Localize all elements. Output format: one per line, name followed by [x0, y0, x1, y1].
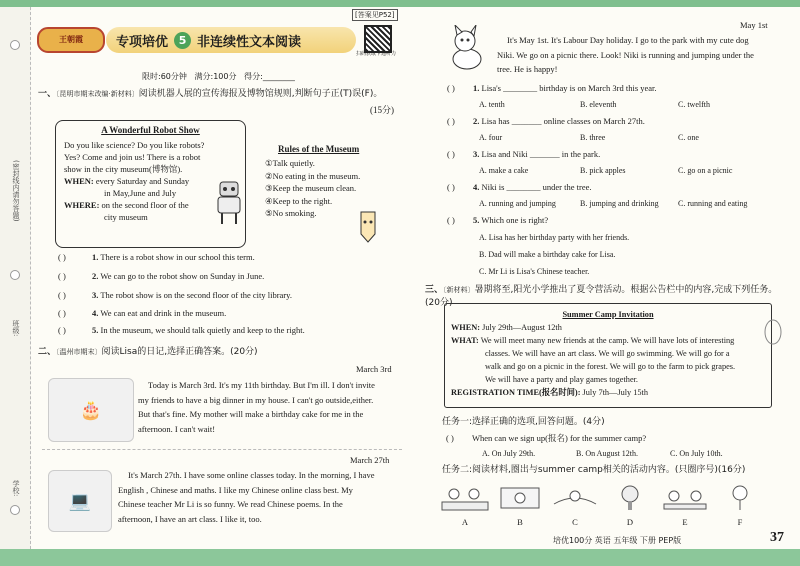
brand-logo: 王朝霞 [37, 27, 105, 53]
binding-hole-icon [10, 270, 20, 280]
part1-heading: 一、〔昆明市期末改编·新材料〕阅读机器人展的宣传海报及博物馆规则,判断句子正(T)误(F)。 [38, 89, 383, 99]
mc-question: ( ) 3. Lisa and Niki _______ in the park. [447, 149, 601, 159]
activity-label: B [517, 517, 523, 527]
answer-blank[interactable]: ( ) [447, 215, 455, 225]
option[interactable]: C. twelfth [678, 100, 710, 109]
page-number: 37 [770, 530, 784, 545]
activity-label: A [461, 517, 469, 527]
poster-title: A Wonderful Robot Show [101, 125, 200, 135]
answer-blank[interactable]: ( ) [58, 325, 66, 335]
answer-blank[interactable]: ( ) [447, 182, 455, 192]
activity-label: F [737, 517, 743, 527]
exam-meta [142, 71, 295, 82]
rules-list [265, 157, 360, 220]
answer-blank[interactable]: ( ) [447, 83, 455, 93]
task1-question: ( ) When can we sign up(报名) for the summer camp? [446, 433, 647, 443]
activity-b-icon[interactable] [495, 484, 545, 512]
mc-question: ( ) 4. Niki is ________ under the tree. [447, 182, 592, 192]
option[interactable]: C. go on a picnic [678, 166, 733, 175]
mc-question: ( ) 2. Lisa has _______ online classes on March 27th. [447, 116, 645, 126]
footer-info: 培优100分 英语 五年级 下册 PEP版 [553, 536, 682, 545]
answer-blank[interactable]: ( ) [58, 252, 66, 262]
task2-heading: 任务二:阅读材料,圈出与summer camp相关的活动内容。(只圈序号)(16分) [442, 465, 746, 475]
diary-date-2: March 27th [350, 455, 390, 465]
option[interactable]: C. one [678, 133, 699, 142]
section-number-badge: 5 [174, 32, 191, 49]
option[interactable]: C. Mr Li is Lisa's Chinese teacher. [479, 267, 590, 276]
rule-item: ②No eating in the museum. [265, 170, 361, 181]
poster-line: Do you like science? Do you like robots? [64, 140, 205, 150]
notice-what-line: We will have a party and play games together. [485, 375, 639, 384]
activity-d-icon[interactable] [605, 484, 655, 512]
option[interactable]: B. jumping and drinking [580, 199, 659, 208]
option[interactable]: C. running and eating [678, 199, 748, 208]
activity-label: E [682, 517, 688, 527]
bottom-color-band [0, 549, 800, 566]
rule-item: ①Talk quietly. [265, 158, 315, 168]
part2-heading: 二、〔温州市期末〕阅读Lisa的日记,选择正确答案。(20分) [38, 347, 258, 357]
birthday-illustration-icon: 🎂 [48, 378, 134, 442]
rule-item: ⑤No smoking. [265, 208, 317, 219]
part1-score: (15分) [370, 105, 394, 115]
option[interactable]: B. three [580, 133, 606, 142]
answer-blank[interactable]: ( ) [447, 116, 455, 126]
answer-blank[interactable]: ( ) [446, 433, 454, 443]
rule-item: ④Keep to the right. [265, 195, 333, 206]
binding-hole-icon [10, 40, 20, 50]
option[interactable]: A. On July 29th. [482, 449, 536, 458]
qr-caption: 扫码获取卡通听力 [356, 51, 397, 57]
answer-blank[interactable]: ( ) [58, 308, 66, 318]
poster-where: WHERE: on the second floor of the [64, 200, 189, 210]
option[interactable]: A. make a cake [479, 166, 529, 175]
poster-when: WHEN: every Saturday and Sunday [64, 176, 190, 186]
task1-heading: 任务一:选择正确的选项,回答问题。(4分) [442, 417, 605, 427]
full-score: 满分:100分 [194, 72, 237, 81]
activity-a-icon[interactable] [440, 484, 490, 512]
dog-niki-icon [445, 25, 489, 73]
poster-where-2: city museum [104, 212, 148, 222]
activity-e-icon[interactable] [660, 484, 710, 512]
option[interactable]: B. eleventh [580, 100, 617, 109]
rule-item: ③Keep the museum clean. [265, 183, 357, 194]
tf-question: ( ) 1. There is a robot show in our school this term. [58, 252, 255, 262]
poster-line: Yes? Come and join us! There is a robot [64, 152, 201, 162]
divider [42, 449, 402, 450]
answer-reference: [答案见P52] [352, 9, 398, 21]
online-class-illustration-icon: 💻 [48, 470, 112, 532]
diary-entry-1: Today is March 3rd. It's my 11th birthday. But I'm ill. I don't invite my friends to have a big dinner in my house. I can't go outside,either. But that's fine. My mother will make a birthday cake for me in the afternoon. I can't wait! [138, 380, 375, 434]
answer-blank[interactable]: ( ) [58, 271, 66, 281]
page-title: 非连续性文本阅读 [197, 34, 302, 50]
poster-line: show in the city museum(博物馆). [64, 164, 183, 174]
qr-code-icon[interactable] [364, 25, 392, 53]
activity-label: C [572, 517, 578, 527]
notice-what: WHAT: We will meet many new friends at the camp. We will have lots of interesting [451, 336, 735, 345]
notice-when: WHEN: July 29th—August 12th [451, 323, 562, 332]
diary-entry-2: It's March 27th. I have some online classes today. In the morning, I have English , Chinese and maths. I like my Chinese online class best. My Chinese teacher Mr Li is so funny. We read Chinese poems. In the afternoon, I have an art class. I like it, too. [118, 470, 375, 524]
tf-question: ( ) 3. The robot show is on the second floor of the city library. [58, 290, 292, 300]
diary-entry-3: It's May 1st. It's Labour Day holiday. I go to the park with my cute dog Niki. We go on a picnic there. Look! Niki is running and jumping under the tree. He is happy! [497, 35, 754, 74]
answer-blank[interactable]: ( ) [58, 290, 66, 300]
mc-question: ( ) 1. Lisa's ________ birthday is on March 3rd this year. [447, 83, 657, 93]
leaf-decoration-icon [762, 318, 784, 358]
poster-when-2: in May,June and July [104, 188, 177, 198]
tf-question: ( ) 4. We can eat and drink in the museum. [58, 308, 227, 318]
time-limit: 限时:60分钟 [142, 72, 187, 81]
option[interactable]: B. On August 12th. [576, 449, 639, 458]
option[interactable]: C. On July 10th. [670, 449, 723, 458]
part3-heading: 三、〔新材料〕暑期将至,阳光小学推出了夏令营活动。根据公告栏中的内容,完成下列任务。(20分) [425, 285, 778, 308]
option[interactable]: A. tenth [479, 100, 505, 109]
tf-question: ( ) 5. In the museum, we should talk quietly and keep to the right. [58, 325, 305, 335]
option[interactable]: A. four [479, 133, 503, 142]
activity-c-icon[interactable] [550, 484, 600, 512]
margin-school-label: 学校: [12, 480, 20, 497]
diary-date-1: March 3rd [356, 364, 392, 374]
option[interactable]: B. Dad will make a birthday cake for Lisa. [479, 250, 616, 259]
title-prefix: 专项培优 [116, 34, 169, 50]
section-title-bar [106, 27, 356, 53]
option[interactable]: B. pick apples [580, 166, 626, 175]
binding-hole-icon [10, 505, 20, 515]
mc-question: ( ) 5. Which one is right? [447, 215, 549, 225]
notice-title: Summer Camp Invitation [562, 310, 654, 319]
option[interactable]: A. Lisa has her birthday party with her friends. [479, 233, 630, 242]
robot-illustration-icon [212, 178, 246, 226]
summer-camp-notice [444, 303, 772, 408]
activity-f-icon[interactable] [715, 484, 765, 512]
rules-title: Rules of the Museum [278, 144, 360, 154]
top-color-band [0, 0, 800, 7]
score-blank: 得分:________ [244, 72, 295, 81]
margin-class-label: 班级: [12, 320, 20, 337]
diary-date-3: May 1st [740, 20, 768, 30]
option[interactable]: A. running and jumping [479, 199, 556, 208]
margin-seal-note: (密封线内请勿答题) [12, 160, 20, 222]
tf-question: ( ) 2. We can go to the robot show on Sunday in June. [58, 271, 265, 281]
notice-what-line: classes. We will have an art class. We will go swimming. We will go for a [485, 349, 730, 358]
activity-label: D [626, 517, 634, 527]
pencil-mascot-icon [355, 208, 381, 244]
notice-registration: REGISTRATION TIME(报名时间): July 7th—July 15th [451, 388, 649, 397]
answer-blank[interactable]: ( ) [447, 149, 455, 159]
notice-what-line: walk and go on a picnic in the forest. We will go to the farm to pick grapes. [485, 362, 736, 371]
